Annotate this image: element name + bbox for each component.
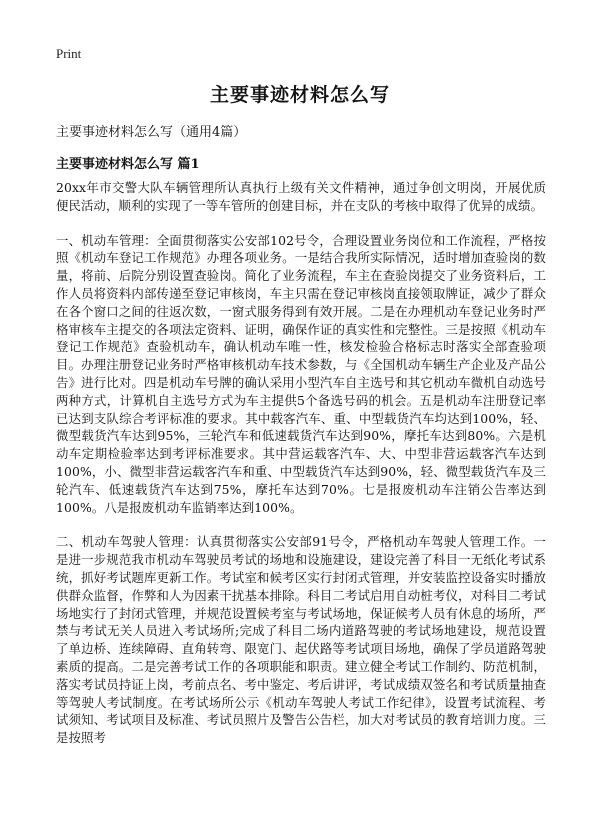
print-label: Print [56, 46, 82, 61]
vehicle-management-paragraph: 一、机动车管理：全面贯彻落实公安部102号令，合理设置业务岗位和工作流程，严格按照《机动车登记工作规范》办理各项业务。一是结合我所实际情况，适时增加查验岗的数量，将前、后院分别设置查验岗。简化了业务流程，车主在查验岗提交了业务资料后，工作人员将资料内部传递至登记审核岗，车主只需在登记审核岗直接领取牌证，减少了群众在各个窗口之间的往返次数，一窗式服务得到有效开展。二是在办理机动车登记业务时严格审核车主提交的各项法定资料、证明，确保作证的真实性和完整性。三是按照《机动车登记工作规范》查验机动车，确认机动车唯一性，核发检验合格标志时落实全部查验项目。办理注册登记业务时严格审核机动车技术参数，与《全国机动车辆生产企业及产品公告》进行比对。四是机动车号牌的确认采用小型汽车自主选号和其它机动车微机自动选号两种方式，计算机自主选号方式为车主提供5个备选号码的机会。五是机动车注册登记率已达到支队综合考评标准的要求。其中载客汽车、重、中型载货汽车均达到100%，轻、微型载货汽车达到95%，三轮汽车和低速载货汽车达到90%，摩托车达到80%。六是机动车定期检验率达到考评标准要求。其中营运载客汽车、大、中型非营运载客汽车达到100%，小、微型非营运载客汽车和重、中型载货汽车达到90%，轻、微型载货汽车及三轮汽车、低速载货汽车达到75%，摩托车达到70%。七是报废机动车注销公告率达到100%。八是报废机动车监销率达到100%。 [56, 232, 546, 515]
driver-management-paragraph: 二、机动车驾驶人管理：认真贯彻落实公安部91号令，严格机动车驾驶人管理工作。一是进一步规范我市机动车驾驶员考试的场地和设施建设，建设完善了科目一无纸化考试系统，抓好考试题库更新工作。考试室和候考区实行封闭式管理，并安装监控设备实时播放供群众监督，作弊和人为因素干扰基本排除。科目二考试启用自动桩考仪，对科目二考试场地实行了封闭式管理，并规范设置候考室与考试场地，保证候考人员有休息的场所，严禁与考试无关人员进入考试场所;完成了科目二场内道路驾驶的考试场地建设，规范设置了单边桥、连续障碍、直角转弯、限宽门、起伏路等考试项目场地，确保了学员道路驾驶素质的提高。二是完善考试工作的各项职能和职责。建立健全考试工作制约、防范机制，落实考试员持证上岗，考前点名、考中鉴定、考后讲评，考试成绩双签名和考试质量抽查等驾驶人考试制度。在考试场所公示《机动车驾驶人考试工作纪律》，设置考试流程、考试须知、考试项目及标准、考试员照片及警告公告栏，加大对考试员的教育培训力度。三是按照考 [56, 534, 546, 746]
document-title: 主要事迹材料怎么写 [209, 84, 390, 106]
intro-paragraph: 20xx年市交警大队车辆管理所认真执行上级有关文件精神，通过争创文明岗，开展优质便民活动，顺利的实现了一等车管所的创建目标，并在支队的考核中取得了优异的成绩。 [56, 180, 546, 213]
section-heading: 主要事迹材料怎么写 篇1 [56, 157, 200, 172]
document-body [56, 179, 546, 747]
document-subtitle: 主要事迹材料怎么写（通用4篇） [56, 125, 247, 140]
